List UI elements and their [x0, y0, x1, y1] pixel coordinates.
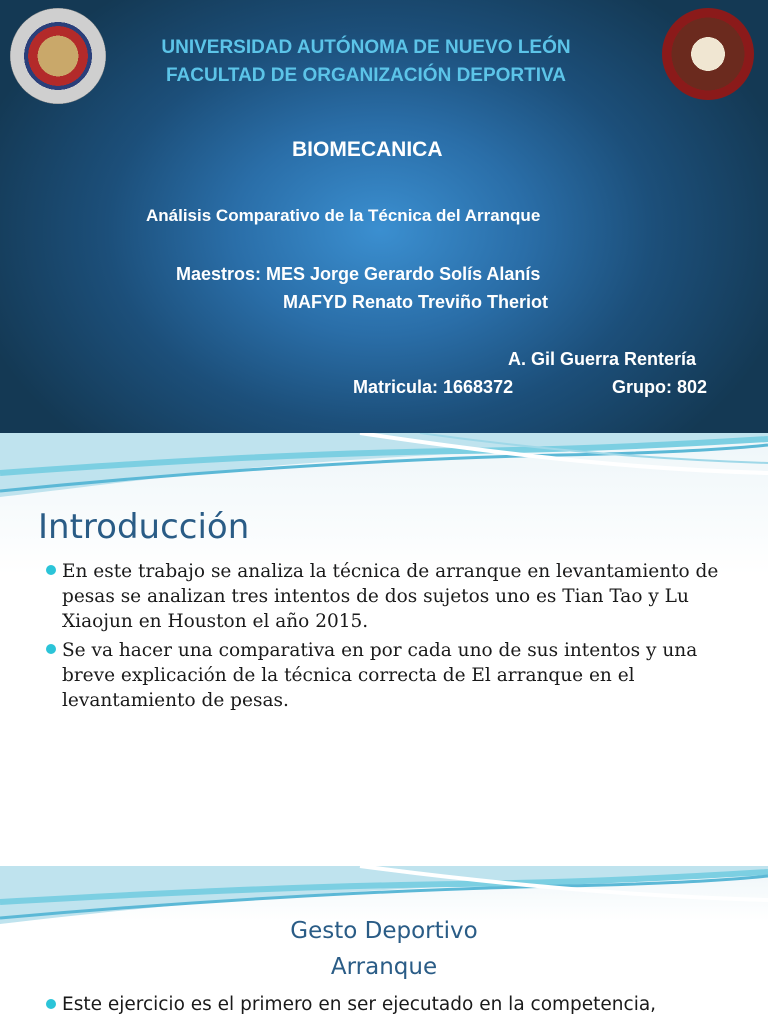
gesture-slide — [0, 866, 768, 1024]
student-matricula: Matricula: 1668372 — [353, 377, 514, 397]
faculty-name: FACULTAD DE ORGANIZACIÓN DEPORTIVA — [165, 65, 567, 86]
slide-title: Introducción — [38, 507, 250, 547]
intro-slide — [0, 433, 768, 838]
wave-decoration — [0, 433, 768, 513]
slide-title: Gesto Deportivo — [290, 918, 478, 944]
bullet-dot-icon — [46, 999, 56, 1009]
slide-gap — [0, 838, 768, 866]
student-group: Grupo: 802 — [612, 377, 708, 397]
presentation-subtitle: Análisis Comparativo de la Técnica del Arranque — [146, 206, 541, 225]
teachers-line-1: Maestros: MES Jorge Gerardo Solís Alanís — [176, 264, 541, 284]
bullet-list — [46, 559, 746, 717]
university-name: UNIVERSIDAD AUTÓNOMA DE NUEVO LEÓN — [161, 37, 571, 58]
student-name: A. Gil Guerra Rentería — [508, 349, 697, 369]
bullet-dot-icon — [46, 565, 56, 575]
bullet-item — [46, 638, 746, 713]
title-slide — [0, 0, 768, 433]
bullet-dot-icon — [46, 644, 56, 654]
bullet-item — [46, 559, 746, 634]
course-title: BIOMECANICA — [292, 138, 443, 161]
bullet-text: En este trabajo se analiza la técnica de arranque en levantamiento de pesas se analizan tres intentos de dos sujetos uno es Tian Tao y Lu Xiaojun en Houston el año 2015. — [62, 561, 719, 632]
bullet-text: Se va hacer una comparativa en por cada uno de sus intentos y una breve explicación de la técnica correcta de El arranque en el levantamiento de pesas. — [62, 640, 698, 711]
paragraph — [62, 992, 722, 1018]
teachers-line-2: MAFYD Renato Treviño Theriot — [283, 292, 549, 312]
paragraph-text: Este ejercicio es el primero en ser ejecutado en la competencia, — [62, 994, 657, 1015]
slide-subtitle: Arranque — [330, 954, 438, 980]
